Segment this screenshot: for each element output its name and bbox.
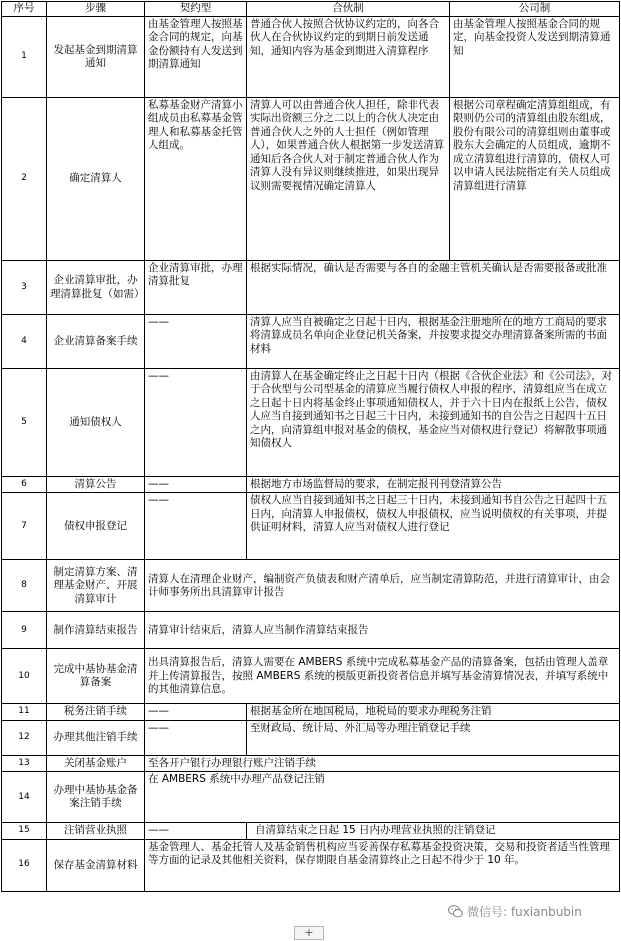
row-number: 12 — [2, 720, 47, 755]
merged-cell: 自清算结束之日起 15 日内办理营业执照的注销登记 — [247, 823, 620, 839]
table-row — [2, 823, 620, 839]
table-row — [2, 839, 620, 891]
table-row — [2, 315, 620, 369]
all-columns-cell: 清算审计结束后，清算人应当制作清算结束报告 — [145, 612, 620, 649]
header-contract: 契约型 — [145, 2, 247, 17]
row-number: 13 — [2, 755, 47, 771]
step-cell: 通知债权人 — [47, 369, 145, 477]
all-columns-cell: 在 AMBERS 系统中办理产品登记注销 — [145, 772, 620, 823]
row-number: 6 — [2, 477, 47, 493]
row-number: 14 — [2, 772, 47, 823]
row-number: 2 — [2, 98, 47, 261]
merged-cell: 根据地方市场监督局的要求，在制定报刊刊登清算公告 — [247, 477, 620, 493]
step-cell: 制作清算结束报告 — [47, 612, 145, 649]
watermark — [448, 903, 582, 920]
row-number: 16 — [2, 839, 47, 891]
row-number: 5 — [2, 369, 47, 477]
table-row — [2, 261, 620, 315]
all-columns-cell: 清算人在清理企业财产，编制资产负债表和财产清单后，应当制定清算防范，并进行清算审计，由会计师事务所出具清算审计报告 — [145, 560, 620, 612]
fund-liquidation-table — [1, 1, 620, 892]
table-row — [2, 704, 620, 720]
step-cell: 发起基金到期清算通知 — [47, 17, 145, 98]
watermark-text: 微信号: fuxianbubin — [467, 905, 582, 919]
step-cell: 完成中基协基金清算备案 — [47, 649, 145, 704]
table-row — [2, 369, 620, 477]
merged-cell: 根据实际情况，确认是否需要与各自的金融主管机关确认是否需要报备或批准 — [247, 261, 620, 315]
table-row — [2, 649, 620, 704]
step-cell: 注销营业执照 — [47, 823, 145, 839]
company-cell: 根据公司章程确定清算组组成，有限则仍公司的清算组由股东组成，股份有限公司的清算组则由董事或股东大会确定的人员组成，逾期不成立清算组进行清算的，债权人可以申请人民法院指定有关人员组成清算组进行清算 — [450, 98, 620, 261]
table-row — [2, 493, 620, 560]
step-cell: 税务注销手续 — [47, 704, 145, 720]
all-columns-cell: 至各开户银行办理银行账户注销手续 — [145, 755, 620, 771]
step-cell: 关闭基金账户 — [47, 755, 145, 771]
contract-cell: —— — [145, 720, 247, 755]
partnership-cell: 清算人可以由普通合伙人担任，除非代表实际出资额三分之二以上的合伙人决定由普通合伙人之外的人士担任（例如管理人），如果普通合伙人根据第一步发送清算通知后各合伙人对于制定普通合伙人作为清算人没有异议则继续推进，如果出现异议则需要视情况确定清算人 — [247, 98, 450, 261]
step-cell: 企业清算审批，办理清算批复（如需） — [47, 261, 145, 315]
step-cell: 制定清算方案、清理基金财产、开展清算审计 — [47, 560, 145, 612]
merged-cell: 债权人应当自接到通知书之日起三十日内，未接到通知书自公告之日起四十五日内，向清算人申报债权，债权人申报债权，应当说明债权的有关事项，并提供证明材料，清算人应当对债权人进行登记 — [247, 493, 620, 560]
step-cell: 确定清算人 — [47, 98, 145, 261]
contract-cell: —— — [145, 493, 247, 560]
table-row — [2, 612, 620, 649]
table-header-row — [2, 2, 620, 17]
row-number: 1 — [2, 17, 47, 98]
table-row — [2, 772, 620, 823]
row-number: 8 — [2, 560, 47, 612]
merged-cell: 由清算人在基金确定终止之日起十日内（根据《合伙企业法》和《公司法》，对于合伙型与公司型基金的清算应当履行债权人申报的程序，清算组应当在成立之日起十日内将基金终止事项通知债权人，并于六十日内在报纸上公告，债权人应当自接到通知书之日起三十日内，未接到通知书的自公告之日起四十五日之内，向清算组申报对基金的债权，基金应当对债权进行登记）将解散事项通知债权人 — [247, 369, 620, 477]
step-cell: 办理其他注销手续 — [47, 720, 145, 755]
table-row — [2, 560, 620, 612]
company-cell: 由基金管理人按照基金合同的规定，向基金投资人发送到期清算通知 — [450, 17, 620, 98]
all-columns-cell: 出具清算报告后，清算人需要在 AMBERS 系统中完成私募基金产品的清算备案，包括由管理人盖章并上传清算报告，按照 AMBERS 系统的模版更新投资者信息并填写基金清算情况表，并填写系统中的其他清算信息。 — [145, 649, 620, 704]
table-row — [2, 477, 620, 493]
step-cell: 清算公告 — [47, 477, 145, 493]
merged-cell: 至财政局、统计局、外汇局等办理注销登记手续 — [247, 720, 620, 755]
contract-cell: —— — [145, 477, 247, 493]
step-cell: 企业清算备案手续 — [47, 315, 145, 369]
row-number: 7 — [2, 493, 47, 560]
contract-cell: 企业清算审批，办理清算批复 — [145, 261, 247, 315]
table-row — [2, 720, 620, 755]
row-number: 3 — [2, 261, 47, 315]
table-row — [2, 17, 620, 98]
row-number: 4 — [2, 315, 47, 369]
step-cell: 保存基金清算材料 — [47, 839, 145, 891]
contract-cell: —— — [145, 315, 247, 369]
add-sheet-button[interactable]: + — [294, 926, 324, 940]
header-no: 序号 — [2, 2, 47, 17]
table-row — [2, 98, 620, 261]
row-number: 10 — [2, 649, 47, 704]
table-row — [2, 755, 620, 771]
header-partnership: 合伙制 — [247, 2, 450, 17]
contract-cell: —— — [145, 823, 247, 839]
all-columns-cell: 基金管理人、基金托管人及基金销售机构应当妥善保存私募基金投资决策，交易和投资者适当性管理等方面的记录及其他相关资料，保存期限自基金清算终止之日起不得少于 10 年。 — [145, 839, 620, 891]
row-number: 9 — [2, 612, 47, 649]
step-cell: 办理中基协基金备案注销手续 — [47, 772, 145, 823]
row-number: 11 — [2, 704, 47, 720]
step-cell: 债权申报登记 — [47, 493, 145, 560]
merged-cell: 清算人应当自被确定之日起十日内，根据基金注册地所在的地方工商局的要求将清算成员名单向企业登记机关备案，并按要求提交办理清算备案所需的书面材料 — [247, 315, 620, 369]
contract-cell: 私募基金财产清算小组成员由私募基金管理人和私募基金托管人组成。 — [145, 98, 247, 261]
header-company: 公司制 — [450, 2, 620, 17]
contract-cell: —— — [145, 704, 247, 720]
merged-cell: 根据基金所在地国税局，地税局的要求办理税务注销 — [247, 704, 620, 720]
row-number: 15 — [2, 823, 47, 839]
contract-cell: —— — [145, 369, 247, 477]
contract-cell: 由基金管理人按照基金合同的规定，向基金份额持有人发送到期清算通知 — [145, 17, 247, 98]
wechat-icon — [448, 905, 463, 918]
partnership-cell: 普通合伙人按照合伙协议约定的，向各合伙人在合伙协议约定的到期日前发送通知，通知内容为基金到期进入清算程序 — [247, 17, 450, 98]
header-step: 步骤 — [47, 2, 145, 17]
